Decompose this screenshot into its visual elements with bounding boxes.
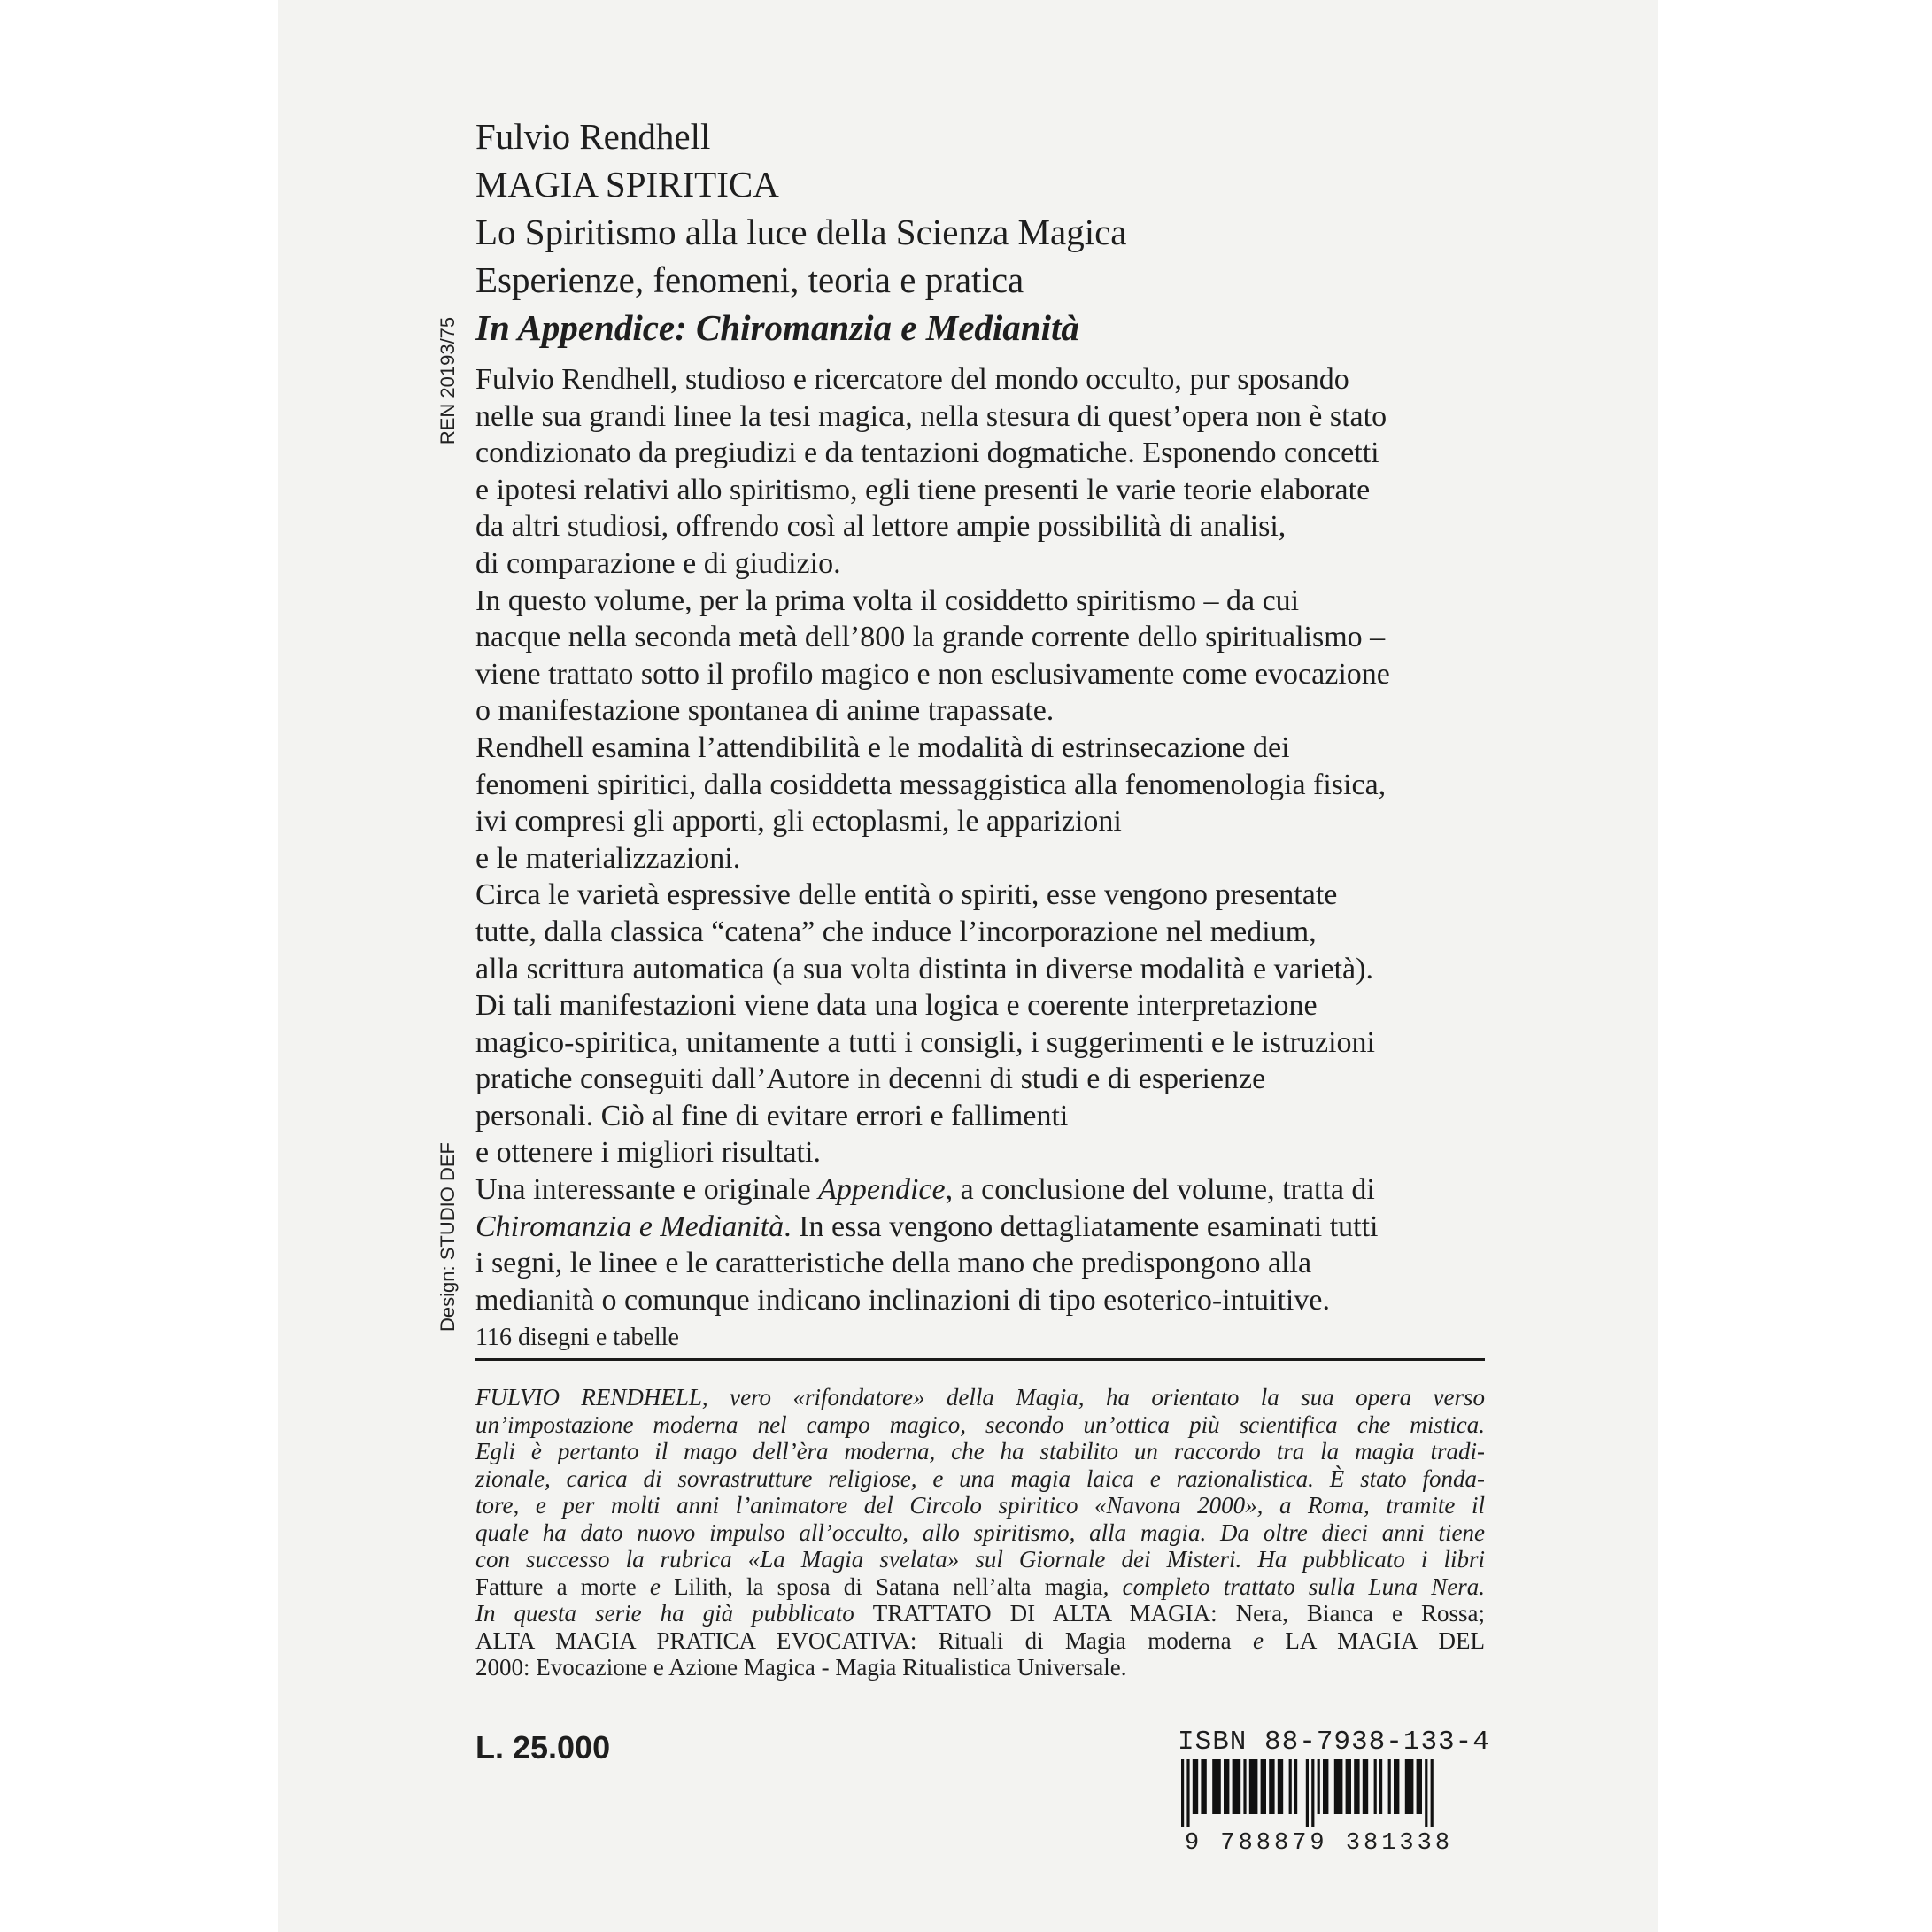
text-span: e xyxy=(636,1573,675,1600)
description-line: Rendhell esamina l’attendibilità e le modalità di estrinsecazione dei xyxy=(475,730,1290,764)
barcode xyxy=(1176,1759,1491,1827)
barcode-bar xyxy=(1243,1759,1246,1814)
description-line: tutte, dalla classica “catena” che induce l’incorporazione nel medium, xyxy=(475,915,1317,948)
description-line: fenomeni spiritici, dalla cosiddetta messaggistica alla fenomenologia fisica, xyxy=(475,768,1387,801)
barcode-bar xyxy=(1334,1759,1343,1814)
barcode-bar xyxy=(1318,1759,1320,1814)
description-line: pratiche conseguiti dall’Autore in decenni di studi e di esperienze xyxy=(475,1063,1266,1096)
book-title-ref: LA MAGIA DEL xyxy=(1285,1627,1485,1654)
book-title-ref: ALTA MAGIA PRATICA EVOCATIVA: Rituali di Magia moderna xyxy=(475,1627,1232,1654)
barcode-bar xyxy=(1388,1759,1391,1814)
barcode-bar xyxy=(1363,1759,1368,1814)
description-line: o manifestazione spontanea di anime trapassate. xyxy=(475,694,1055,728)
barcode-bar xyxy=(1181,1759,1184,1827)
barcode-bar xyxy=(1294,1759,1297,1814)
description-line: nelle sua grandi linee la tesi magica, nella stesura di quest’opera non è stato xyxy=(475,399,1387,433)
barcode-bar xyxy=(1374,1759,1377,1814)
appendix-topic: Chiromanzia e Medianità xyxy=(475,1209,784,1243)
book-title-ref: TRATTATO DI ALTA MAGIA: Nera, Bianca e Rossa; xyxy=(872,1600,1485,1627)
description-line: e le materializzazioni. xyxy=(475,841,741,875)
barcode-bar xyxy=(1405,1759,1414,1814)
bio-line: FULVIO RENDHELL, vero «rifondatore» della Magia, ha orientato la sua opera verso xyxy=(475,1384,1485,1410)
appendix-paragraph-line xyxy=(475,1171,1494,1209)
text-span: In questa serie ha già pubblicato xyxy=(475,1600,873,1627)
bio-line: un’impostazione moderna nel campo magico, secondo un’ottica più scientifica che mistica. xyxy=(475,1410,1485,1438)
text-span: . In essa vengono dettagliatamente esaminati tutti xyxy=(784,1209,1379,1243)
bio-line xyxy=(475,1627,1485,1655)
barcode-bar xyxy=(1431,1759,1434,1827)
barcode-bar xyxy=(1346,1759,1351,1814)
illustrations-count: 116 disegni e tabelle xyxy=(475,1324,679,1351)
price: L. 25.000 xyxy=(475,1729,611,1766)
book-title: MAGIA SPIRITICA xyxy=(475,164,779,205)
isbn-number: ISBN 88-7938-133-4 xyxy=(1178,1727,1490,1758)
barcode-bar xyxy=(1201,1759,1206,1814)
barcode-bar xyxy=(1249,1759,1258,1814)
description-line: viene trattato sotto il profilo magico e non esclusivamente come evocazione xyxy=(475,657,1390,691)
text-span: e xyxy=(1231,1627,1286,1654)
bio-line: tore, e per molti anni l’animatore del Circolo spiritico «Navona 2000», a Roma, tramite il xyxy=(475,1492,1485,1519)
appendix-paragraph-line xyxy=(475,1209,1494,1246)
barcode-bar xyxy=(1261,1759,1266,1814)
text-span: , completo trattato sulla Luna Nera. xyxy=(1102,1573,1485,1600)
barcode-bar xyxy=(1323,1759,1328,1814)
text-span: Una interessante e originale xyxy=(475,1173,819,1207)
description-text xyxy=(475,361,1494,1318)
description-line: In questo volume, per la prima volta il cosiddetto spiritismo – da cui xyxy=(475,583,1300,617)
book-title-ref: 2000: Evocazione e Azione Magica - Magia Ritualistica Universale. xyxy=(475,1654,1127,1681)
description-line: di comparazione e di giudizio. xyxy=(475,546,841,580)
ean-number: 9 788879 381338 xyxy=(1185,1830,1454,1857)
spine-code: REN 20193/75 xyxy=(437,316,459,445)
book-subtitle-2: Esperienze, fenomeni, teoria e pratica xyxy=(475,259,1024,300)
description-line: Di tali manifestazioni viene data una logica e coerente interpretazione xyxy=(475,989,1318,1023)
design-credit: Design: STUDIO DEF xyxy=(437,1142,459,1332)
bio-line: quale ha dato nuovo impulso all’occulto, allo spiritismo, alla magia. Da oltre dieci anni tiene xyxy=(475,1519,1485,1546)
bio-line: zionale, carica di sovrastrutture religiose, e una magia laica e razionalistica. È stato fonda- xyxy=(475,1464,1485,1492)
barcode-bar xyxy=(1224,1759,1229,1814)
book-subtitle: Lo Spiritismo alla luce della Scienza Magica xyxy=(475,212,1127,252)
description-line: e ipotesi relativi allo spiritismo, egli tiene presenti le varie teorie elaborate xyxy=(475,473,1371,506)
barcode-bar xyxy=(1193,1759,1198,1814)
divider xyxy=(475,1358,1485,1361)
description-line: magico-spiritica, unitamente a tutti i consigli, i suggerimenti e le istruzioni xyxy=(475,1025,1375,1059)
bio-line xyxy=(475,1654,1485,1681)
barcode-bar xyxy=(1212,1759,1221,1814)
description-line: condizionato da pregiudizi e da tentazioni dogmatiche. Esponendo concetti xyxy=(475,437,1379,470)
description-line: Circa le varietà espressive delle entità o spiriti, esse vengono presentate xyxy=(475,878,1338,912)
bio-line xyxy=(475,1573,1485,1601)
barcode-bar xyxy=(1311,1759,1314,1827)
barcode-bar xyxy=(1233,1759,1241,1814)
description-line: nacque nella seconda metà dell’800 la grande corrente dello spiritualismo – xyxy=(475,621,1386,654)
barcode-bar xyxy=(1425,1759,1427,1827)
book-header xyxy=(475,112,1494,352)
bio-line: Egli è pertanto il mago dell’èra moderna, che ha stabilito un raccordo tra la magia tradi- xyxy=(475,1438,1485,1464)
barcode-bar xyxy=(1417,1759,1422,1814)
barcode-bar xyxy=(1269,1759,1274,1814)
author-name: Fulvio Rendhell xyxy=(475,116,711,157)
appendix-heading: In Appendice: Chiromanzia e Medianità xyxy=(475,307,1079,348)
barcode-bar xyxy=(1354,1759,1359,1814)
barcode-bar xyxy=(1278,1759,1283,1814)
barcode-bar xyxy=(1289,1759,1292,1814)
book-title-ref: Lilith, la sposa di Satana nell’alta magia xyxy=(674,1573,1103,1600)
book-title-ref: Fatture a morte xyxy=(475,1573,637,1600)
description-line: da altri studiosi, offrendo così al lettore ampie possibilità di analisi, xyxy=(475,510,1287,544)
appendix-word: Appendice xyxy=(818,1173,946,1207)
barcode-bar xyxy=(1306,1759,1309,1827)
appendix-paragraph-line: i segni, le linee e le caratteristiche della mano che predispongono alla xyxy=(475,1247,1312,1280)
author-bio xyxy=(475,1384,1485,1681)
description-line: Fulvio Rendhell, studioso e ricercatore del mondo occulto, pur sposando xyxy=(475,363,1349,396)
description-line: e ottenere i migliori risultati. xyxy=(475,1136,821,1170)
description-line: personali. Ciò al fine di evitare errori e fallimenti xyxy=(475,1099,1069,1132)
barcode-bar xyxy=(1379,1759,1382,1814)
barcode-bar xyxy=(1394,1759,1399,1814)
barcode-bar xyxy=(1186,1759,1189,1827)
bio-line xyxy=(475,1600,1485,1627)
description-line: alla scrittura automatica (a sua volta distinta in diverse modalità e varietà). xyxy=(475,952,1373,985)
description-line: ivi compresi gli apporti, gli ectoplasmi, le apparizioni xyxy=(475,805,1122,838)
appendix-paragraph-line: medianità o comunque indicano inclinazioni di tipo esoterico-intuitive. xyxy=(475,1283,1330,1317)
text-span: , a conclusione del volume, tratta di xyxy=(945,1173,1375,1207)
bio-line: con successo la rubrica «La Magia svelata» sul Giornale dei Misteri. Ha pubblicato i libri xyxy=(475,1546,1485,1573)
